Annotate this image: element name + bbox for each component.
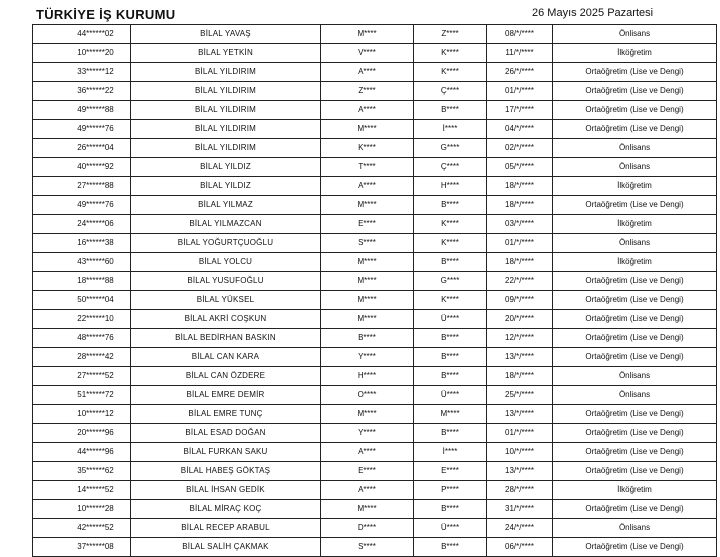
national-id-cell: 49******88 [33,101,131,120]
mother-initial-cell: Z**** [321,82,414,101]
full-name-cell: BİLAL YILDIRIM [131,120,321,139]
mother-initial-cell: A**** [321,443,414,462]
father-initial-cell: Ç**** [414,82,487,101]
national-id-cell: 22******10 [33,310,131,329]
national-id-cell: 49******76 [33,120,131,139]
table-row [33,443,717,462]
father-initial-cell: H**** [414,177,487,196]
father-initial-cell: Ü**** [414,310,487,329]
education-level-cell: Ortaöğretim (Lise ve Dengi) [553,405,717,424]
national-id-cell: 24******06 [33,215,131,234]
national-id-cell: 36******22 [33,82,131,101]
mother-initial-cell: M**** [321,272,414,291]
table-row [33,386,717,405]
national-id-cell: 18******88 [33,272,131,291]
birth-date-cell: 03/*/**** [487,215,553,234]
full-name-cell: BİLAL BEDİRHAN BASKIN [131,329,321,348]
national-id-cell: 43******60 [33,253,131,272]
father-initial-cell: B**** [414,424,487,443]
education-level-cell: Ortaöğretim (Lise ve Dengi) [553,329,717,348]
mother-initial-cell: S**** [321,234,414,253]
education-level-cell: Ortaöğretim (Lise ve Dengi) [553,272,717,291]
table-row [33,63,717,82]
education-level-cell: İlköğretim [553,215,717,234]
table-row [33,424,717,443]
national-id-cell: 37******08 [33,538,131,557]
birth-date-cell: 02/*/**** [487,139,553,158]
full-name-cell: BİLAL FURKAN SAKU [131,443,321,462]
education-level-cell: Ortaöğretim (Lise ve Dengi) [553,462,717,481]
full-name-cell: BİLAL ESAD DOĞAN [131,424,321,443]
education-level-cell: İlköğretim [553,177,717,196]
education-level-cell: Ortaöğretim (Lise ve Dengi) [553,101,717,120]
full-name-cell: BİLAL İHSAN GEDİK [131,481,321,500]
full-name-cell: BİLAL YETKİN [131,44,321,63]
mother-initial-cell: M**** [321,291,414,310]
father-initial-cell: Z**** [414,25,487,44]
full-name-cell: BİLAL YOĞURTÇUOĞLU [131,234,321,253]
full-name-cell: BİLAL MİRAÇ KOÇ [131,500,321,519]
father-initial-cell: İ**** [414,120,487,139]
table-row [33,291,717,310]
table-row [33,500,717,519]
father-initial-cell: G**** [414,139,487,158]
national-id-cell: 26******04 [33,139,131,158]
national-id-cell: 10******20 [33,44,131,63]
mother-initial-cell: M**** [321,405,414,424]
father-initial-cell: M**** [414,405,487,424]
full-name-cell: BİLAL YILMAZCAN [131,215,321,234]
mother-initial-cell: O**** [321,386,414,405]
full-name-cell: BİLAL YILDIRIM [131,82,321,101]
father-initial-cell: B**** [414,367,487,386]
education-level-cell: Ortaöğretim (Lise ve Dengi) [553,348,717,367]
mother-initial-cell: H**** [321,367,414,386]
father-initial-cell: P**** [414,481,487,500]
mother-initial-cell: E**** [321,462,414,481]
table-row [33,519,717,538]
mother-initial-cell: A**** [321,101,414,120]
mother-initial-cell: S**** [321,538,414,557]
national-id-cell: 27******52 [33,367,131,386]
mother-initial-cell: B**** [321,329,414,348]
table-row [33,329,717,348]
education-level-cell: Ortaöğretim (Lise ve Dengi) [553,196,717,215]
mother-initial-cell: M**** [321,253,414,272]
father-initial-cell: B**** [414,196,487,215]
mother-initial-cell: Y**** [321,348,414,367]
birth-date-cell: 25/*/**** [487,386,553,405]
table-row [33,272,717,291]
education-level-cell: Ortaöğretim (Lise ve Dengi) [553,443,717,462]
national-id-cell: 35******62 [33,462,131,481]
mother-initial-cell: M**** [321,500,414,519]
mother-initial-cell: K**** [321,139,414,158]
mother-initial-cell: M**** [321,25,414,44]
national-id-cell: 33******12 [33,63,131,82]
national-id-cell: 28******42 [33,348,131,367]
father-initial-cell: Ç**** [414,158,487,177]
full-name-cell: BİLAL YILDIZ [131,158,321,177]
father-initial-cell: B**** [414,538,487,557]
birth-date-cell: 28/*/**** [487,481,553,500]
birth-date-cell: 08/*/**** [487,25,553,44]
full-name-cell: BİLAL CAN ÖZDERE [131,367,321,386]
full-name-cell: BİLAL YILMAZ [131,196,321,215]
table-row [33,462,717,481]
full-name-cell: BİLAL EMRE DEMİR [131,386,321,405]
national-id-cell: 44******02 [33,25,131,44]
father-initial-cell: Ü**** [414,386,487,405]
birth-date-cell: 13/*/**** [487,462,553,481]
mother-initial-cell: M**** [321,310,414,329]
mother-initial-cell: A**** [321,63,414,82]
records-table [32,24,717,557]
table-row [33,538,717,557]
full-name-cell: BİLAL CAN KARA [131,348,321,367]
full-name-cell: BİLAL YOLCU [131,253,321,272]
national-id-cell: 40******92 [33,158,131,177]
full-name-cell: BİLAL AKRİ COŞKUN [131,310,321,329]
full-name-cell: BİLAL EMRE TUNÇ [131,405,321,424]
birth-date-cell: 20/*/**** [487,310,553,329]
birth-date-cell: 10/*/**** [487,443,553,462]
father-initial-cell: B**** [414,253,487,272]
birth-date-cell: 01/*/**** [487,82,553,101]
full-name-cell: BİLAL YILDIRIM [131,63,321,82]
full-name-cell: BİLAL YÜKSEL [131,291,321,310]
father-initial-cell: E**** [414,462,487,481]
education-level-cell: Önlisans [553,519,717,538]
mother-initial-cell: M**** [321,196,414,215]
mother-initial-cell: E**** [321,215,414,234]
national-id-cell: 42******52 [33,519,131,538]
full-name-cell: BİLAL YILDIRIM [131,101,321,120]
birth-date-cell: 09/*/**** [487,291,553,310]
education-level-cell: Ortaöğretim (Lise ve Dengi) [553,291,717,310]
mother-initial-cell: D**** [321,519,414,538]
national-id-cell: 14******52 [33,481,131,500]
education-level-cell: Ortaöğretim (Lise ve Dengi) [553,120,717,139]
mother-initial-cell: T**** [321,158,414,177]
table-row [33,253,717,272]
national-id-cell: 48******76 [33,329,131,348]
birth-date-cell: 13/*/**** [487,348,553,367]
birth-date-cell: 18/*/**** [487,367,553,386]
birth-date-cell: 04/*/**** [487,120,553,139]
birth-date-cell: 11/*/**** [487,44,553,63]
father-initial-cell: B**** [414,500,487,519]
father-initial-cell: İ**** [414,443,487,462]
birth-date-cell: 05/*/**** [487,158,553,177]
full-name-cell: BİLAL SALİH ÇAKMAK [131,538,321,557]
mother-initial-cell: V**** [321,44,414,63]
father-initial-cell: K**** [414,234,487,253]
table-row [33,158,717,177]
full-name-cell: BİLAL HABEŞ GÖKTAŞ [131,462,321,481]
birth-date-cell: 01/*/**** [487,424,553,443]
table-row [33,139,717,158]
education-level-cell: Önlisans [553,234,717,253]
table-row [33,196,717,215]
full-name-cell: BİLAL RECEP ARABUL [131,519,321,538]
father-initial-cell: G**** [414,272,487,291]
birth-date-cell: 12/*/**** [487,329,553,348]
birth-date-cell: 13/*/**** [487,405,553,424]
national-id-cell: 20******96 [33,424,131,443]
education-level-cell: Önlisans [553,139,717,158]
table-row [33,348,717,367]
birth-date-cell: 01/*/**** [487,234,553,253]
birth-date-cell: 18/*/**** [487,177,553,196]
birth-date-cell: 18/*/**** [487,253,553,272]
father-initial-cell: Ü**** [414,519,487,538]
education-level-cell: İlköğretim [553,481,717,500]
father-initial-cell: B**** [414,348,487,367]
table-row [33,405,717,424]
education-level-cell: Ortaöğretim (Lise ve Dengi) [553,310,717,329]
education-level-cell: Önlisans [553,158,717,177]
organization-title: TÜRKİYE İŞ KURUMU [36,7,176,22]
national-id-cell: 27******88 [33,177,131,196]
table-row [33,215,717,234]
table-row [33,120,717,139]
table-row [33,310,717,329]
table-row [33,25,717,44]
full-name-cell: BİLAL YAVAŞ [131,25,321,44]
father-initial-cell: K**** [414,44,487,63]
education-level-cell: Ortaöğretim (Lise ve Dengi) [553,82,717,101]
birth-date-cell: 17/*/**** [487,101,553,120]
education-level-cell: İlköğretim [553,44,717,63]
birth-date-cell: 06/*/**** [487,538,553,557]
table-row [33,82,717,101]
table-row [33,367,717,386]
education-level-cell: Ortaöğretim (Lise ve Dengi) [553,424,717,443]
birth-date-cell: 26/*/**** [487,63,553,82]
national-id-cell: 10******28 [33,500,131,519]
education-level-cell: Önlisans [553,25,717,44]
father-initial-cell: K**** [414,215,487,234]
table-row [33,234,717,253]
education-level-cell: Önlisans [553,386,717,405]
table-row [33,177,717,196]
mother-initial-cell: Y**** [321,424,414,443]
report-date: 26 Mayıs 2025 Pazartesi [532,7,654,19]
full-name-cell: BİLAL YILDIZ [131,177,321,196]
page-header [0,0,720,24]
father-initial-cell: B**** [414,101,487,120]
education-level-cell: İlköğretim [553,253,717,272]
national-id-cell: 51******72 [33,386,131,405]
education-level-cell: Ortaöğretim (Lise ve Dengi) [553,538,717,557]
mother-initial-cell: A**** [321,481,414,500]
national-id-cell: 10******12 [33,405,131,424]
mother-initial-cell: A**** [321,177,414,196]
national-id-cell: 50******04 [33,291,131,310]
national-id-cell: 16******38 [33,234,131,253]
full-name-cell: BİLAL YUSUFOĞLU [131,272,321,291]
birth-date-cell: 31/*/**** [487,500,553,519]
education-level-cell: Ortaöğretim (Lise ve Dengi) [553,63,717,82]
table-row [33,101,717,120]
birth-date-cell: 22/*/**** [487,272,553,291]
table-row [33,481,717,500]
education-level-cell: Ortaöğretim (Lise ve Dengi) [553,500,717,519]
full-name-cell: BİLAL YILDIRIM [131,139,321,158]
records-table-body [33,25,717,557]
national-id-cell: 44******96 [33,443,131,462]
birth-date-cell: 24/*/**** [487,519,553,538]
birth-date-cell: 18/*/**** [487,196,553,215]
mother-initial-cell: M**** [321,120,414,139]
father-initial-cell: B**** [414,329,487,348]
table-row [33,44,717,63]
education-level-cell: Önlisans [553,367,717,386]
national-id-cell: 49******76 [33,196,131,215]
father-initial-cell: K**** [414,291,487,310]
father-initial-cell: K**** [414,63,487,82]
